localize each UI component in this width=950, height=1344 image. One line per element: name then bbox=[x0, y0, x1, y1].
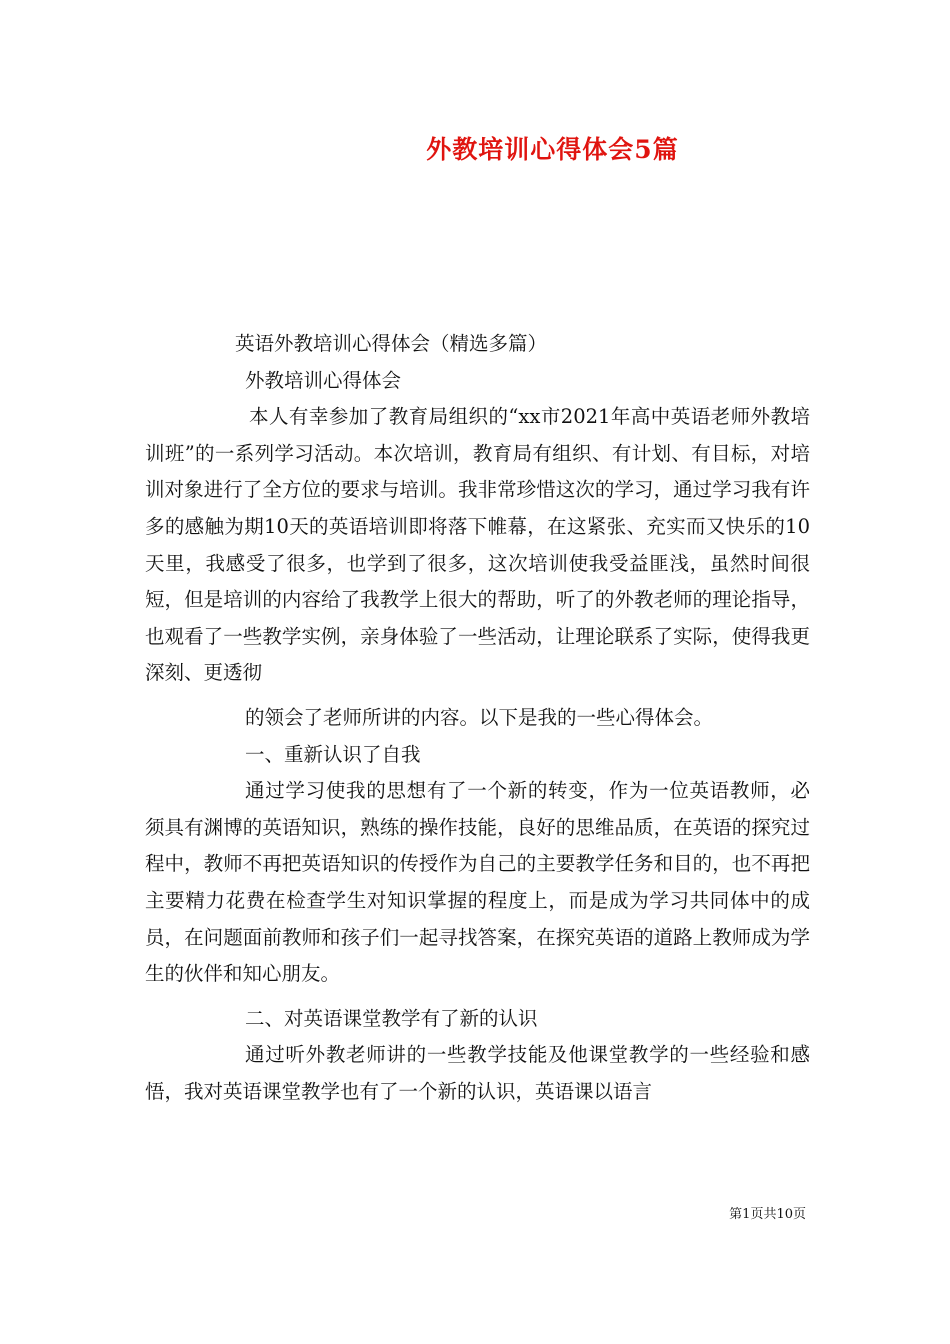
document-subtitle: 英语外教培训心得体会（精选多篇） bbox=[235, 332, 548, 355]
page-number-footer: 第1页共10页 bbox=[729, 1207, 806, 1222]
heading-two: 二、对英语课堂教学有了新的认识 bbox=[245, 1006, 538, 1030]
paragraph-intro: 本人有幸参加了教育局组织的“xx市2021年高中英语老师外教培训班”的一系列学习活动。本次培训，教育局有组织、有计划、有目标，对培训对象进行了全方位的要求与培训。我非常珍惜这次的学习，通过学习我有许多的感触为期10天的英语培训即将落下帷幕，在这紧张、充实而又快乐的10天里，我感受了很多，也学到了很多，这次培训使我受益匪浅，虽然时间很短，但是培训的内容给了我教学上很大的帮助，听了的外教老师的理论指导，也观看了一些教学实例，亲身体验了一些活动，让理论联系了实际，使得我更深刻、更透彻 bbox=[145, 405, 810, 685]
paragraph-intro-continued: 的领会了老师所讲的内容。以下是我的一些心得体会。 bbox=[245, 705, 714, 729]
paragraph-point-one: 通过学习使我的思想有了一个新的转变，作为一位英语教师，必须具有渊博的英语知识，熟练的操作技能，良好的思维品质，在英语的探究过程中，教师不再把英语知识的传授作为自己的主要教学任务和目的，也不再把主要精力花费在检查学生对知识掌握的程度上，而是成为学习共同体中的成员，在问题面前教师和孩子们一起寻找答案，在探究英语的道路上教师成为学生的伙伴和知心朋友。 bbox=[145, 779, 810, 986]
document-body bbox=[145, 326, 810, 1110]
heading-one: 一、重新认识了自我 bbox=[245, 742, 421, 766]
paragraph-point-two: 通过听外教老师讲的一些教学技能及他课堂教学的一些经验和感悟，我对英语课堂教学也有了一个新的认识，英语课以语言 bbox=[145, 1043, 810, 1103]
document-title: 外教培训心得体会5篇 bbox=[426, 135, 679, 164]
section-heading: 外教培训心得体会 bbox=[245, 368, 402, 392]
